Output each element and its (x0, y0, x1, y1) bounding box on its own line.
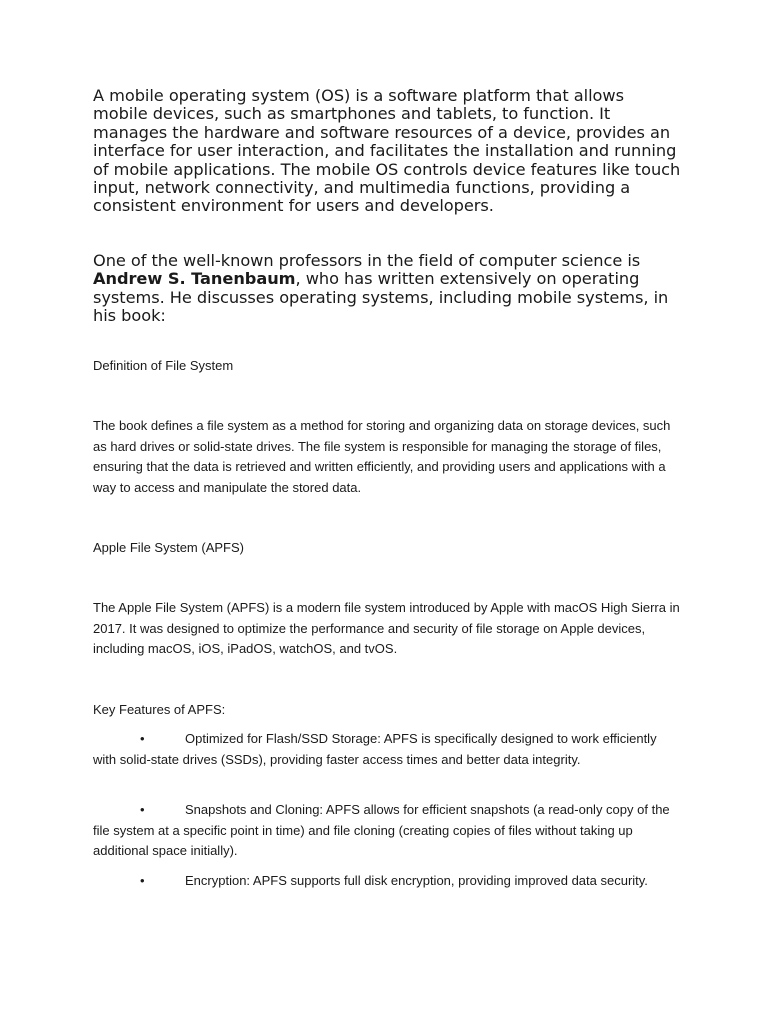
heading-apfs: Apple File System (APFS) (93, 540, 244, 555)
tanenbaum-text-before: One of the well-known professors in the field of computer science is (93, 251, 641, 270)
list-item (93, 729, 683, 770)
tanenbaum-name: Andrew S. Tanenbaum (93, 269, 296, 289)
list-item-text: Encryption: APFS supports full disk encryption, providing improved data security. (185, 873, 648, 888)
list-item (93, 871, 683, 892)
bullet-icon: • (140, 802, 145, 817)
bullet-icon: • (140, 873, 145, 888)
bullet-icon: • (140, 731, 145, 746)
list-item-text: Optimized for Flash/SSD Storage: APFS is specifically designed to work efficiently with solid-state drives (SSDs), providing faster access times and better data integrity. (93, 731, 657, 767)
intro-paragraph-os: A mobile operating system (OS) is a software platform that allows mobile devices, such as smartphones and tablets, to function. It manages the hardware and software resources of a device, provides an interface for user interaction, and facilitates the installation and running of mobile applications. The mobile OS controls device features like touch input, network connectivity, and multimedia functions, providing a consistent environment for users and developers. (93, 86, 681, 216)
heading-key-features: Key Features of APFS: (93, 702, 226, 717)
list-item (93, 800, 683, 862)
paragraph-apfs: The Apple File System (APFS) is a modern file system introduced by Apple with macOS High Sierra in 2017. It was designed to optimize the performance and security of file storage on Apple devices, including macOS, iOS, iPadOS, watchOS, and tvOS. (93, 600, 680, 656)
intro-paragraph-tanenbaum (93, 252, 683, 326)
heading-file-system: Definition of File System (93, 358, 234, 373)
list-item-text: Snapshots and Cloning: APFS allows for efficient snapshots (a read-only copy of the file system at a specific point in time) and file cloning (creating copies of files without taking up additional space initially). (93, 802, 670, 858)
paragraph-file-system: The book defines a file system as a method for storing and organizing data on storage devices, such as hard drives or solid-state drives. The file system is responsible for managing the storage of files, ensuring that the data is retrieved and written efficiently, and providing users and applications with a way to access and manipulate the stored data. (93, 418, 671, 495)
tanenbaum-text-after: , who has written extensively on operating systems. He discusses operating systems, including mobile systems, in his book: (93, 269, 669, 326)
